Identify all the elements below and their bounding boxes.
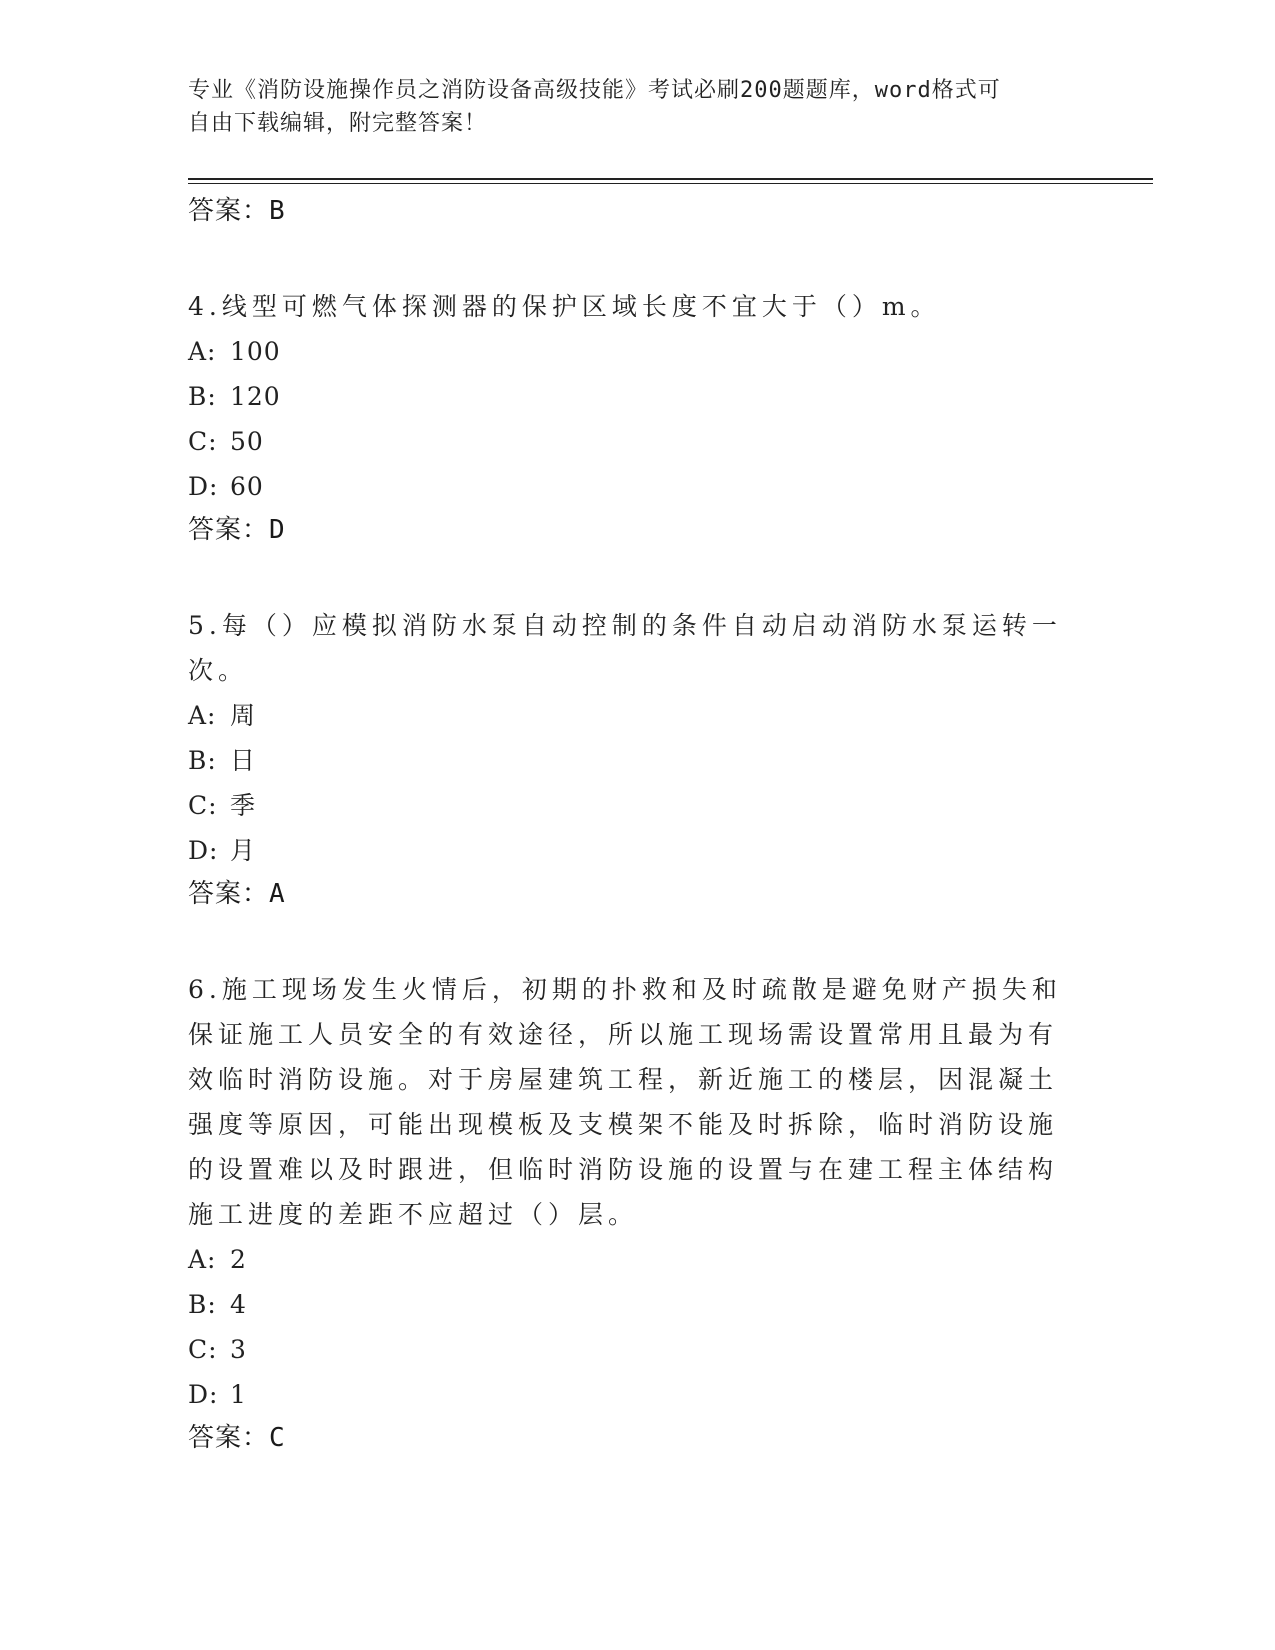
header-divider-secondary <box>188 183 1153 184</box>
answer-line: 答案：C <box>188 1423 286 1453</box>
option-d <box>188 828 1068 873</box>
previous-answer: 答案：B <box>188 196 286 226</box>
option-letter: B: <box>188 746 217 775</box>
question-block <box>188 284 1068 555</box>
option-value: 100 <box>230 337 281 366</box>
header-line-2: 自由下载编辑，附完整答案！ <box>188 111 488 136</box>
option-value: 季 <box>230 791 257 820</box>
option-value: 50 <box>230 427 264 456</box>
question-block <box>188 967 1068 1463</box>
option-d <box>188 464 1068 509</box>
option-b <box>188 738 1068 783</box>
question-text: 5.每（）应模拟消防水泵自动控制的条件自动启动消防水泵运转一次。 <box>188 611 1062 685</box>
option-value: 4 <box>230 1290 247 1319</box>
option-value: 周 <box>230 701 257 730</box>
option-letter: D: <box>188 472 219 501</box>
option-letter: B: <box>188 1290 217 1319</box>
option-a <box>188 693 1068 738</box>
option-value: 1 <box>230 1380 247 1409</box>
option-b <box>188 374 1068 419</box>
option-letter: D: <box>188 1380 219 1409</box>
header-divider <box>188 178 1153 180</box>
question-text: 6.施工现场发生火情后，初期的扑救和及时疏散是避免财产损失和保证施工人员安全的有效途径，所以施工现场需设置常用且最为有效临时消防设施。对于房屋建筑工程，新近施工的楼层，因混凝土强度等原因，可能出现模板及支模架不能及时拆除，临时消防设施的设置难以及时跟进，但临时消防设施的设置与在建工程主体结构施工进度的差距不应超过（）层。 <box>188 975 1062 1229</box>
option-letter: A: <box>188 337 217 366</box>
option-b <box>188 1282 1068 1327</box>
answer-line: 答案：A <box>188 879 286 909</box>
option-value: 2 <box>230 1245 247 1274</box>
answer-line: 答案：D <box>188 515 286 545</box>
option-letter: A: <box>188 1245 217 1274</box>
option-a <box>188 329 1068 374</box>
option-c <box>188 783 1068 828</box>
question-text: 4.线型可燃气体探测器的保护区域长度不宜大于（）m。 <box>188 292 941 321</box>
question-block <box>188 603 1068 919</box>
option-value: 3 <box>230 1335 247 1364</box>
option-d <box>188 1372 1068 1417</box>
option-value: 60 <box>230 472 264 501</box>
option-c <box>188 419 1068 464</box>
option-letter: C: <box>188 427 218 456</box>
option-value: 120 <box>230 382 281 411</box>
header-line-1: 专业《消防设施操作员之消防设备高级技能》考试必刷200题题库，word格式可 <box>188 78 1001 103</box>
option-letter: C: <box>188 1335 218 1364</box>
option-a <box>188 1237 1068 1282</box>
option-letter: D: <box>188 836 219 865</box>
option-value: 月 <box>230 836 257 865</box>
option-letter: C: <box>188 791 218 820</box>
option-letter: B: <box>188 382 217 411</box>
option-letter: A: <box>188 701 217 730</box>
option-value: 日 <box>230 746 257 775</box>
option-c <box>188 1327 1068 1372</box>
document-header <box>188 74 1068 140</box>
question-list <box>188 190 1068 1463</box>
